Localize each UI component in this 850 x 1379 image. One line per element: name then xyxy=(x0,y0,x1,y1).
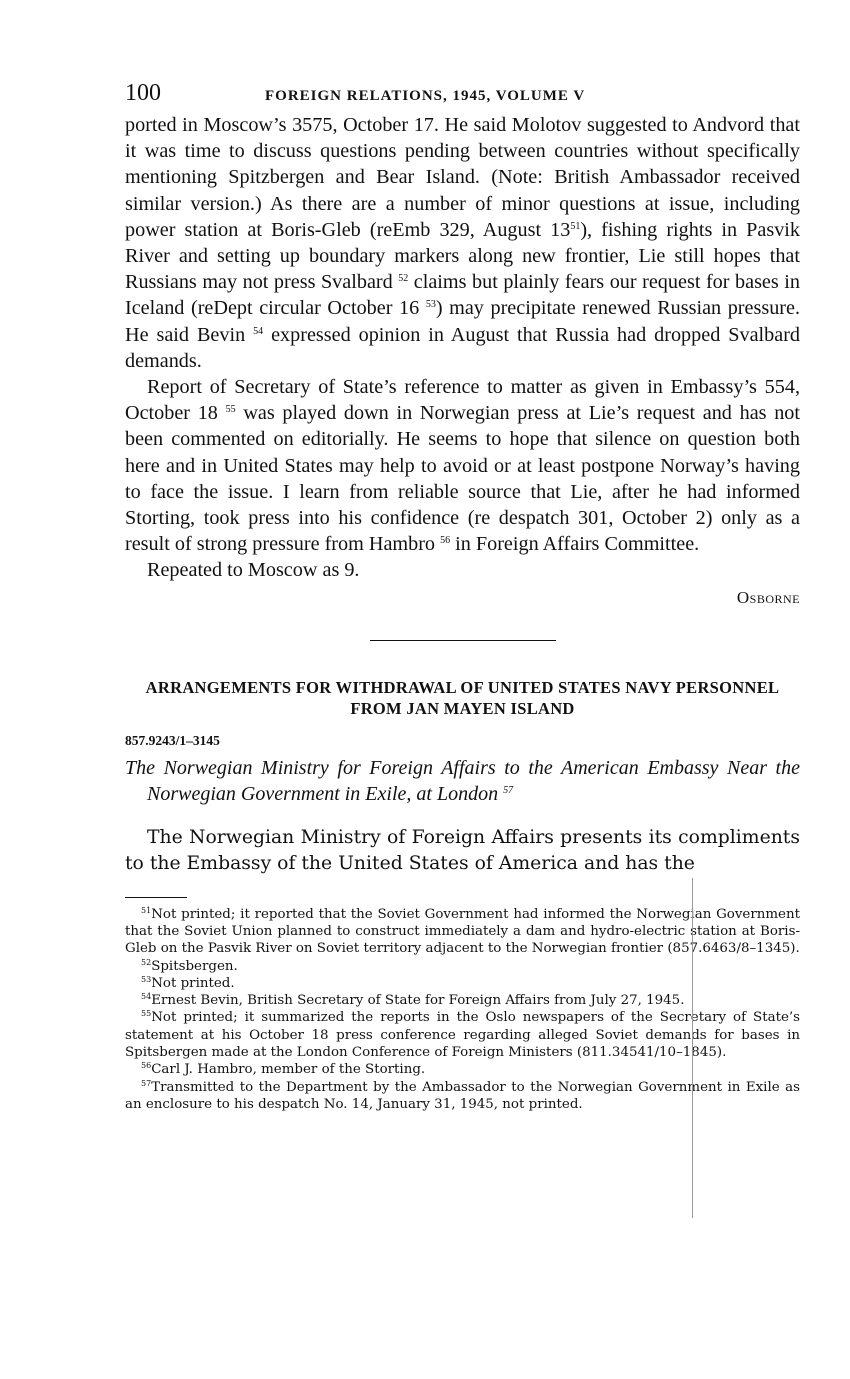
paragraph-3: Repeated to Moscow as 9. xyxy=(147,559,360,582)
section-heading: ARRANGEMENTS FOR WITHDRAWAL OF UNITED STATES NAVY PERSONNEL FROM JAN MAYEN ISLAND xyxy=(145,677,780,718)
file-number: 857.9243/1–3145 xyxy=(125,732,220,748)
paragraph-2: Report of Secretary of State’s reference to matter as given in Embassy’s 554, October 18 $^{55}$ was played down in Norwegian press at Lie’s request and has not been commented on editorially. He seems to hope that silence on question both here and in United States may help to avoid or at least postpone Norway’s having to face the issue. I learn from reliable source that Lie, after he had informed Storting, took press into his confidence (re despatch 301, October 2) only as a result of strong pressure from Hambro $^{56}$ in Foreign Affairs Committee. xyxy=(125,376,801,556)
footnote-56: $^{56}$Carl J. Hambro, member of the Storting. xyxy=(141,1061,426,1078)
footnote-51: $^{51}$Not printed; it reported that the Soviet Government had informed the Norwegian Government that the Soviet Union planned to construct immediately a dam and hydro-electric station at Boris-Gleb on the Pasvik River on Soviet territory adjacent to the Norwegian frontier (857.6463/8–1345). xyxy=(125,905,800,957)
footnote-ref-56: 56 xyxy=(440,535,451,547)
footnote-52: $^{52}$Spitsbergen. xyxy=(141,957,238,974)
signature: Osborne xyxy=(736,587,800,607)
footnote-54: $^{54}$Ernest Bevin, British Secretary of State for Foreign Affairs from July 27, 1945. xyxy=(141,992,685,1009)
footnotes xyxy=(125,906,800,1114)
footnote-ref-55: 55 xyxy=(225,404,236,416)
footnote-ref-54: 54 xyxy=(253,325,264,337)
section-divider xyxy=(370,640,556,641)
telegram-body xyxy=(125,112,800,584)
page-fold-line xyxy=(692,878,693,1218)
footnote-53: $^{53}$Not printed. xyxy=(141,974,235,991)
footnote-55: $^{55}$Not printed; it summarized the reports in the Oslo newspapers of the Secretary of State’s statement at his October 18 press conference regarding alleged Soviet demands for bases in Spitsbergen made at the London Conference of Foreign Ministers (811.34541/10–1845). xyxy=(125,1009,800,1061)
footnote-57: $^{57}$Transmitted to the Department by the Ambassador to the Norwegian Government in Exile as an enclosure to his despatch No. 14, January 31, 1945, not printed. xyxy=(125,1078,800,1112)
document-body: The Norwegian Ministry of Foreign Affairs presents its compliments to the Embassy of the United States of America and has the xyxy=(125,826,800,874)
footnote-ref-57: 57 xyxy=(503,784,514,796)
document-title: The Norwegian Ministry for Foreign Affairs to the American Embassy Near the Norwegian Government in Exile, at London $^{57}$ xyxy=(125,756,800,805)
paragraph-1: ported in Moscow’s 3575, October 17. He said Molotov suggested to Andvord that it was time to discuss questions pending between countries without specifically mentioning Spitzbergen and Bear Island. (Note: British Ambassador received similar version.) As there are a number of minor questions at issue, including power station at Boris-Gleb (reEmb 329, August $13^{51}$), fishing rights in Pasvik River and setting up boundary markers along new frontier, Lie still hopes that Russians may not press Svalbard $^{52}$ claims but plainly fears our request for bases in Iceland (reDept circular October 16 $^{53}$) may precipitate renewed Russian pressure. He said Bevin $^{54}$ expressed opinion in August that Russia had dropped Svalbard demands. xyxy=(125,114,801,372)
footnote-ref-53: 53 xyxy=(425,299,436,311)
page-number: 100 xyxy=(125,80,161,106)
document-page xyxy=(125,80,800,1113)
footnote-rule xyxy=(125,897,187,898)
footnote-ref-51: 51 xyxy=(570,220,581,232)
running-title: FOREIGN RELATIONS, 1945, VOLUME V xyxy=(265,88,586,104)
footnote-ref-52: 52 xyxy=(398,273,409,285)
page-header xyxy=(125,80,800,112)
